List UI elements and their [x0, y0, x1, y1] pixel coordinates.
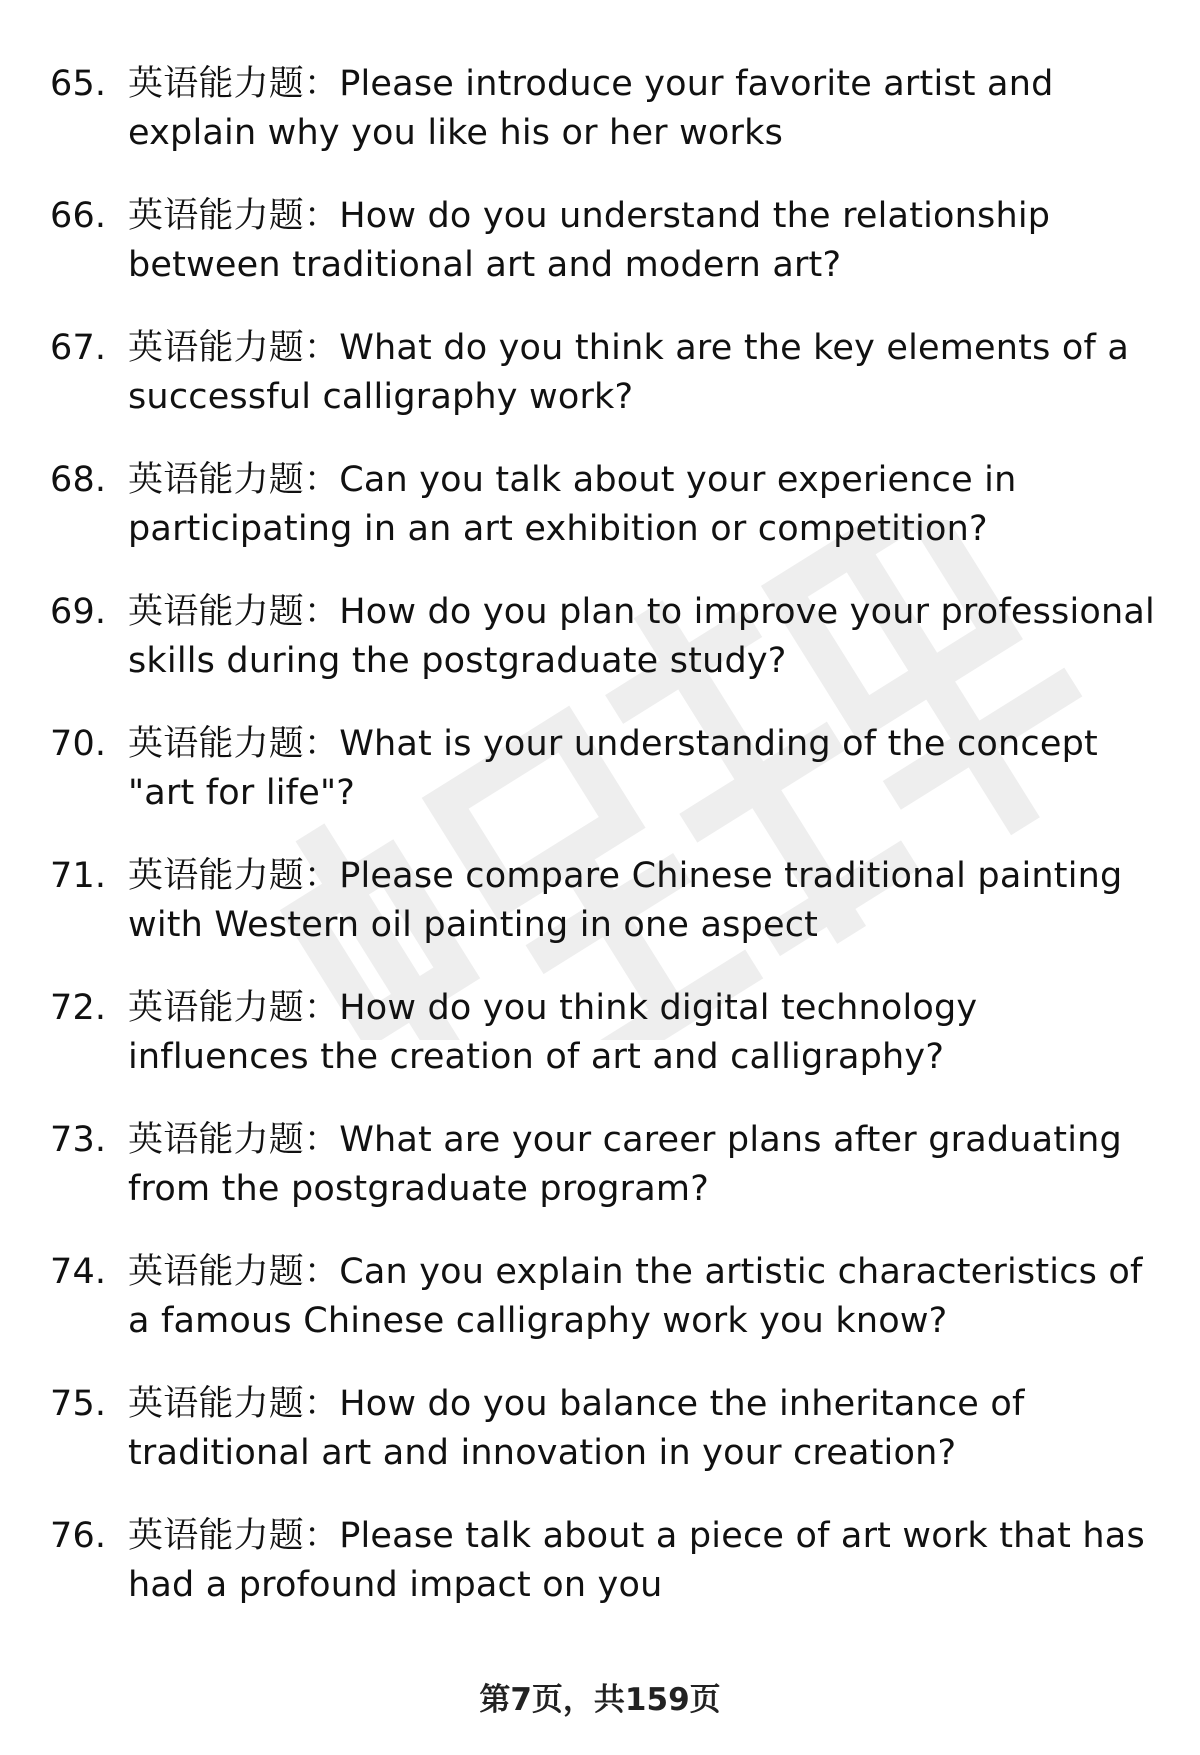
question-number: 67. — [50, 328, 107, 368]
question-number: 76. — [50, 1516, 107, 1556]
question-text-block — [128, 1248, 1158, 1346]
question-item — [0, 324, 1200, 456]
question-text-block — [128, 456, 1158, 554]
question-text-block — [128, 588, 1158, 686]
question-item — [0, 1248, 1200, 1380]
question-tag: 英语能力题： — [128, 856, 340, 896]
question-number: 75. — [50, 1384, 107, 1424]
question-tag: 英语能力题： — [128, 196, 340, 236]
question-text-block — [128, 1116, 1158, 1214]
question-tag: 英语能力题： — [128, 592, 340, 632]
question-text-block — [128, 1512, 1158, 1610]
question-number: 66. — [50, 196, 107, 236]
question-text: How do you balance the inheritance of traditional art and innovation in your creation? — [128, 1384, 1025, 1473]
question-item — [0, 192, 1200, 324]
question-item — [0, 1512, 1200, 1644]
question-text-block — [128, 1380, 1158, 1478]
page-footer — [0, 1680, 1200, 1720]
question-tag: 英语能力题： — [128, 1516, 340, 1556]
question-text: How do you understand the relationship between traditional art and modern art? — [128, 196, 1051, 285]
question-text: How do you think digital technology influences the creation of art and calligraphy? — [128, 988, 978, 1077]
question-text: Can you explain the artistic characteristics of a famous Chinese calligraphy work you know? — [128, 1252, 1143, 1341]
question-number: 73. — [50, 1120, 107, 1160]
question-number: 69. — [50, 592, 107, 632]
question-tag: 英语能力题： — [128, 64, 340, 104]
question-text-block — [128, 852, 1158, 950]
question-tag: 英语能力题： — [128, 460, 340, 500]
question-text-block — [128, 324, 1158, 422]
question-text: Please talk about a piece of art work that has had a profound impact on you — [128, 1516, 1145, 1605]
question-number: 71. — [50, 856, 107, 896]
question-text: Can you talk about your experience in participating in an art exhibition or competition? — [128, 460, 1017, 549]
question-number: 74. — [50, 1252, 107, 1292]
question-tag: 英语能力题： — [128, 1120, 340, 1160]
page-number-label: 第7页，共159页 — [479, 1682, 721, 1718]
question-text-block — [128, 984, 1158, 1082]
question-number: 70. — [50, 724, 107, 764]
question-number: 65. — [50, 64, 107, 104]
question-item — [0, 588, 1200, 720]
question-number: 68. — [50, 460, 107, 500]
question-text-block — [128, 60, 1158, 158]
question-text: Please compare Chinese traditional painting with Western oil painting in one aspect — [128, 856, 1123, 945]
question-item — [0, 1380, 1200, 1512]
question-text: What are your career plans after graduating from the postgraduate program? — [128, 1120, 1122, 1209]
question-item — [0, 456, 1200, 588]
question-item — [0, 984, 1200, 1116]
question-tag: 英语能力题： — [128, 988, 340, 1028]
question-list — [0, 60, 1200, 1644]
question-tag: 英语能力题： — [128, 724, 340, 764]
question-text: What is your understanding of the concept "art for life"? — [128, 724, 1098, 813]
question-item — [0, 1116, 1200, 1248]
question-item — [0, 60, 1200, 192]
question-item — [0, 852, 1200, 984]
question-text-block — [128, 720, 1158, 818]
question-number: 72. — [50, 988, 107, 1028]
question-tag: 英语能力题： — [128, 1252, 340, 1292]
question-item — [0, 720, 1200, 852]
question-text: How do you plan to improve your professional skills during the postgraduate study? — [128, 592, 1155, 681]
question-tag: 英语能力题： — [128, 1384, 340, 1424]
question-tag: 英语能力题： — [128, 328, 340, 368]
question-text-block — [128, 192, 1158, 290]
question-text: What do you think are the key elements of a successful calligraphy work? — [128, 328, 1129, 417]
question-text: Please introduce your favorite artist and explain why you like his or her works — [128, 64, 1054, 153]
